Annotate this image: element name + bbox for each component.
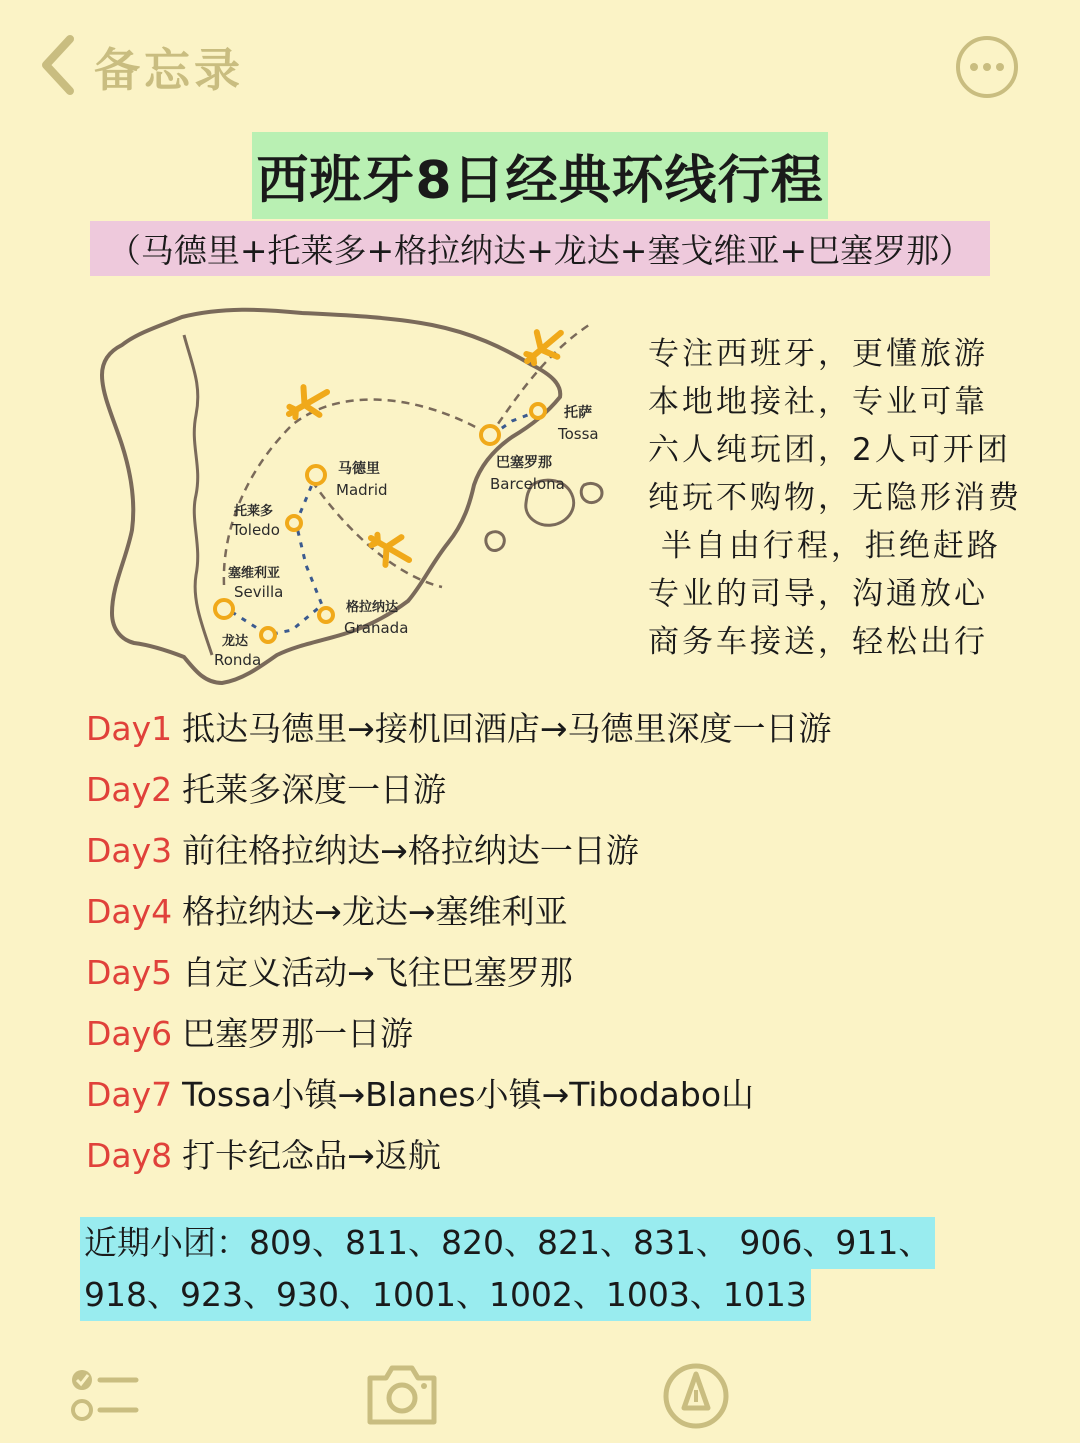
itinerary-item	[86, 1125, 1046, 1186]
feature-item: 纯玩不购物，无隐形消费	[648, 480, 1022, 516]
day-text: 抵达马德里→接机回酒店→马德里深度一日游	[182, 709, 832, 748]
day-label: Day4	[86, 892, 173, 931]
day-label: Day5	[86, 953, 173, 992]
city-label-toledo-en: Toledo	[232, 521, 280, 539]
itinerary-item	[86, 1003, 1046, 1064]
city-label-barcelona-cn: 巴塞罗那	[496, 455, 552, 471]
bottom-toolbar	[0, 1340, 1080, 1443]
feature-item: 半自由行程，拒绝赶路	[648, 528, 1001, 564]
itinerary-item	[86, 698, 1046, 759]
feature-item: 专业的司导，沟通放心	[648, 576, 988, 612]
feature-item: 六人纯玩团，2人可开团	[648, 432, 1011, 468]
day-label: Day8	[86, 1136, 173, 1175]
checklist-button[interactable]	[66, 1354, 146, 1434]
note-subtitle: （马德里+托莱多+格拉纳达+龙达+塞戈维亚+巴塞罗那）	[90, 221, 990, 276]
groups-line: 近期小团：809、811、820、821、831、 906、911、	[80, 1217, 935, 1269]
city-marker-barcelona	[481, 426, 499, 444]
day-text: 自定义活动→飞往巴塞罗那	[182, 953, 573, 992]
city-marker-tossa	[531, 404, 545, 418]
city-label-barcelona-en: Barcelona	[490, 475, 565, 493]
balearic-island-2	[581, 483, 602, 502]
camera-icon	[362, 1354, 442, 1434]
day-text: 巴塞罗那一日游	[182, 1014, 414, 1053]
back-button[interactable]	[36, 32, 296, 102]
feature-list	[648, 330, 1068, 666]
iberia-outline	[102, 310, 560, 683]
feature-item: 本地地接社，专业可靠	[648, 384, 988, 420]
itinerary-item	[86, 820, 1046, 881]
city-label-granada-en: Granada	[344, 619, 409, 637]
city-label-ronda-en: Ronda	[214, 651, 262, 669]
day-label: Day6	[86, 1014, 173, 1053]
back-label: 备忘录	[94, 43, 244, 97]
balearic-island-3	[486, 532, 504, 551]
top-bar	[0, 0, 1080, 130]
city-marker-sevilla	[215, 600, 233, 618]
day-text: 托莱多深度一日游	[182, 770, 447, 809]
day-text: Tossa小镇→Blanes小镇→Tibodabo山	[182, 1075, 755, 1114]
more-icon	[970, 63, 978, 71]
checklist-icon	[66, 1354, 146, 1434]
note-title: 西班牙8日经典环线行程	[252, 132, 827, 219]
city-marker-ronda	[261, 628, 275, 642]
city-label-granada-cn: 格拉纳达	[346, 600, 399, 615]
day-text: 格拉纳达→龙达→塞维利亚	[182, 892, 568, 931]
city-label-tossa-en: Tossa	[558, 425, 599, 443]
camera-button[interactable]	[362, 1354, 442, 1434]
city-label-madrid-en: Madrid	[336, 481, 388, 499]
city-label-ronda-cn: 龙达	[222, 634, 249, 649]
upcoming-groups	[80, 1217, 1040, 1321]
city-marker-granada	[319, 608, 333, 622]
day-text: 前往格拉纳达→格拉纳达一日游	[182, 831, 639, 870]
groups-line: 918、923、930、1001、1002、1003、1013	[80, 1269, 811, 1321]
chevron-left-icon	[36, 33, 80, 101]
day-label: Day7	[86, 1075, 173, 1114]
city-label-madrid-cn: 马德里	[338, 461, 380, 477]
itinerary-item	[86, 759, 1046, 820]
day-text: 打卡纪念品→返航	[182, 1136, 441, 1175]
itinerary-list	[86, 698, 1046, 1186]
day-label: Day2	[86, 770, 173, 809]
day-label: Day1	[86, 709, 173, 748]
city-marker-madrid	[307, 466, 325, 484]
city-marker-toledo	[287, 516, 301, 530]
feature-item: 专注西班牙，更懂旅游	[648, 336, 988, 372]
itinerary-item	[86, 1064, 1046, 1125]
day-label: Day3	[86, 831, 173, 870]
feature-item: 商务车接送，轻松出行	[648, 624, 988, 660]
city-label-toledo-cn: 托莱多	[234, 504, 274, 519]
pen-icon	[656, 1354, 736, 1434]
itinerary-item	[86, 881, 1046, 942]
itinerary-item	[86, 942, 1046, 1003]
more-button[interactable]	[956, 36, 1018, 98]
spain-route-map	[92, 295, 632, 695]
city-label-sevilla-en: Sevilla	[234, 583, 284, 601]
pen-button[interactable]	[656, 1354, 736, 1434]
city-label-sevilla-cn: 塞维利亚	[228, 566, 281, 581]
city-label-tossa-cn: 托萨	[564, 405, 592, 421]
